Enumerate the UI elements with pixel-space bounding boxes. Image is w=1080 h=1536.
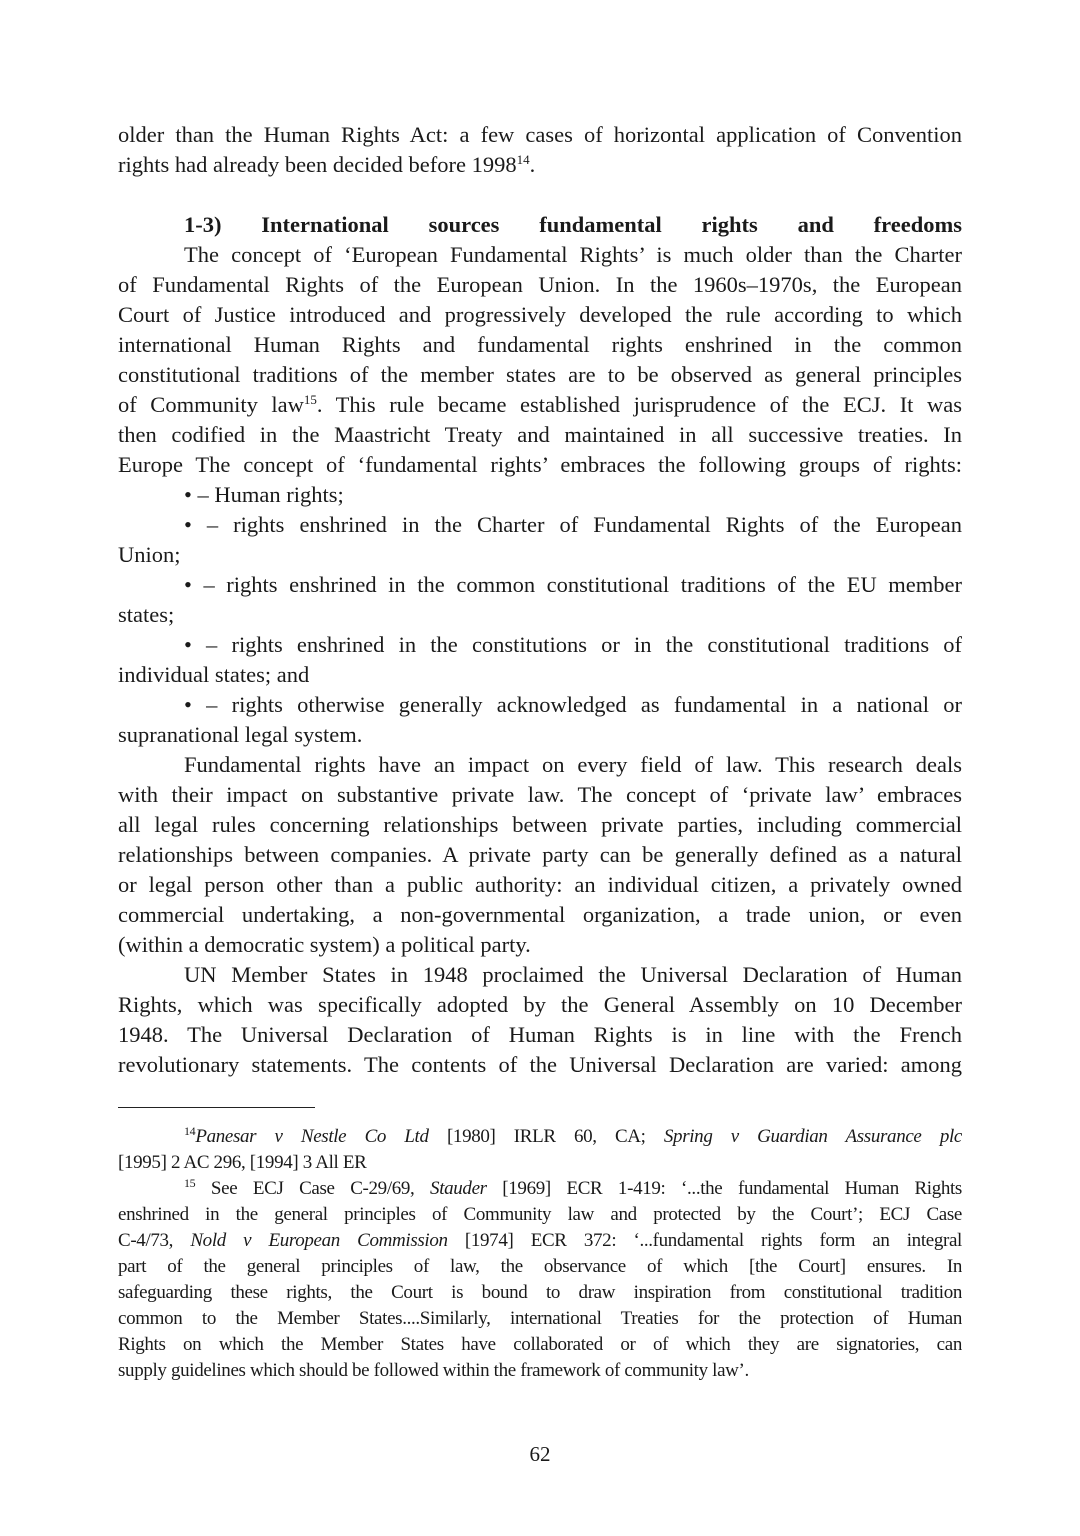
- footnote-ref-15[interactable]: 15: [303, 392, 317, 407]
- text-line: of Fundamental Rights of the European Union. In the 1960s–1970s, the European: [118, 272, 962, 297]
- text: . This rule became established jurisprudence of the ECJ. It was: [316, 392, 962, 417]
- text: rights had already been decided before 1998: [118, 152, 517, 177]
- text-line: commercial undertaking, a non-governmental organization, a trade union, or even: [118, 902, 962, 927]
- text-line: with their impact on substantive private law. The concept of ‘private law’ embraces: [118, 782, 962, 807]
- footnote-14: [118, 1124, 962, 1150]
- bullet-item-cont: states;: [118, 602, 175, 627]
- footnotes: [118, 1124, 962, 1384]
- text: C-4/73,: [118, 1230, 191, 1251]
- text-line: (within a democratic system) a political party.: [118, 932, 531, 957]
- case-name: Spring v Guardian Assurance plc: [663, 1126, 962, 1147]
- text-line: constitutional traditions of the member states are to be observed as general principles: [118, 362, 962, 387]
- text-line: The concept of ‘European Fundamental Rights’ is much older than the Charter: [184, 242, 962, 267]
- text: [1969] ECR 1-419: ‘...the fundamental Human Rights: [486, 1178, 962, 1199]
- footnote-ref-14[interactable]: 14: [516, 152, 530, 167]
- text-line: older than the Human Rights Act: a few cases of horizontal application of Convention: [118, 122, 962, 147]
- text-line: or legal person other than a public authority: an individual citizen, a privately owned: [118, 872, 962, 897]
- text-line: revolutionary statements. The contents of the Universal Declaration are varied: among: [118, 1052, 962, 1077]
- text-line: all legal rules concerning relationships between private parties, including commercial: [118, 812, 962, 837]
- footnote-line: [1995] 2 AC 296, [1994] 3 All ER: [118, 1152, 367, 1173]
- footnote-line: supply guidelines which should be followed within the framework of community law’.: [118, 1360, 749, 1381]
- text-line: UN Member States in 1948 proclaimed the Universal Declaration of Human: [184, 962, 962, 987]
- bullet-item: • – rights enshrined in the constitutions or in the constitutional traditions of: [184, 632, 962, 657]
- text-line: Europe The concept of ‘fundamental rights’ embraces the following groups of rights:: [118, 452, 962, 477]
- case-name: Nold v European Commission: [190, 1230, 448, 1251]
- body-text: [118, 120, 962, 1080]
- text-line: relationships between companies. A private party can be generally defined as a natural: [118, 842, 962, 867]
- page-number: 62: [529, 1442, 551, 1466]
- bullet-item-cont: Union;: [118, 542, 181, 567]
- text: [1980] IRLR 60, CA;: [428, 1126, 664, 1147]
- bullet-item-cont: supranational legal system.: [118, 722, 363, 747]
- text: .: [529, 152, 536, 177]
- text-line: 1948. The Universal Declaration of Human Rights is in line with the French: [118, 1022, 962, 1047]
- footnote-line: enshrined in the general principles of Community law and protected by the Court’; ECJ Case: [118, 1204, 962, 1225]
- text: of Community law: [118, 392, 304, 417]
- section-heading: 1-3) International sources fundamental rights and freedoms: [184, 212, 962, 237]
- bullet-item-cont: individual states; and: [118, 662, 310, 687]
- bullet-item: • – rights otherwise generally acknowledged as fundamental in a national or: [184, 692, 962, 717]
- text-line: Rights, which was specifically adopted by the General Assembly on 10 December: [118, 992, 962, 1017]
- footnote-line: part of the general principles of law, the observance of which [the Court] ensures. In: [118, 1256, 962, 1277]
- text-line: then codified in the Maastricht Treaty and maintained in all successive treaties. In: [118, 422, 962, 447]
- text-line: [118, 150, 962, 180]
- text: See ECJ Case C-29/69,: [195, 1178, 431, 1199]
- text: [1974] ECR 372: ‘...fundamental rights form an integral: [447, 1230, 962, 1251]
- text-line: [118, 390, 962, 420]
- bullet-item: • – rights enshrined in the common constitutional traditions of the EU member: [184, 572, 962, 597]
- bullet-item: • – rights enshrined in the Charter of Fundamental Rights of the European: [184, 512, 962, 537]
- bullet-item: • – Human rights;: [184, 482, 344, 507]
- footnote-line: safeguarding these rights, the Court is bound to draw inspiration from constitutional tradition: [118, 1282, 962, 1303]
- footnote-separator: [118, 1107, 315, 1108]
- text-line: Fundamental rights have an impact on every field of law. This research deals: [184, 752, 962, 777]
- footnote-mark: 14: [184, 1124, 196, 1138]
- case-name: Panesar v Nestle Co Ltd: [195, 1126, 429, 1147]
- footnote-15: [118, 1176, 962, 1202]
- text-line: international Human Rights and fundamental rights enshrined in the common: [118, 332, 962, 357]
- footnote-mark: 15: [184, 1176, 196, 1190]
- footnote-line: Rights on which the Member States have collaborated or of which they are signatories, can: [118, 1334, 962, 1355]
- case-name: Stauder: [430, 1178, 487, 1199]
- footnote-line: [118, 1228, 962, 1254]
- text-line: Court of Justice introduced and progressively developed the rule according to which: [118, 302, 962, 327]
- footnote-line: common to the Member States....Similarly, international Treaties for the protection of Human: [118, 1308, 962, 1329]
